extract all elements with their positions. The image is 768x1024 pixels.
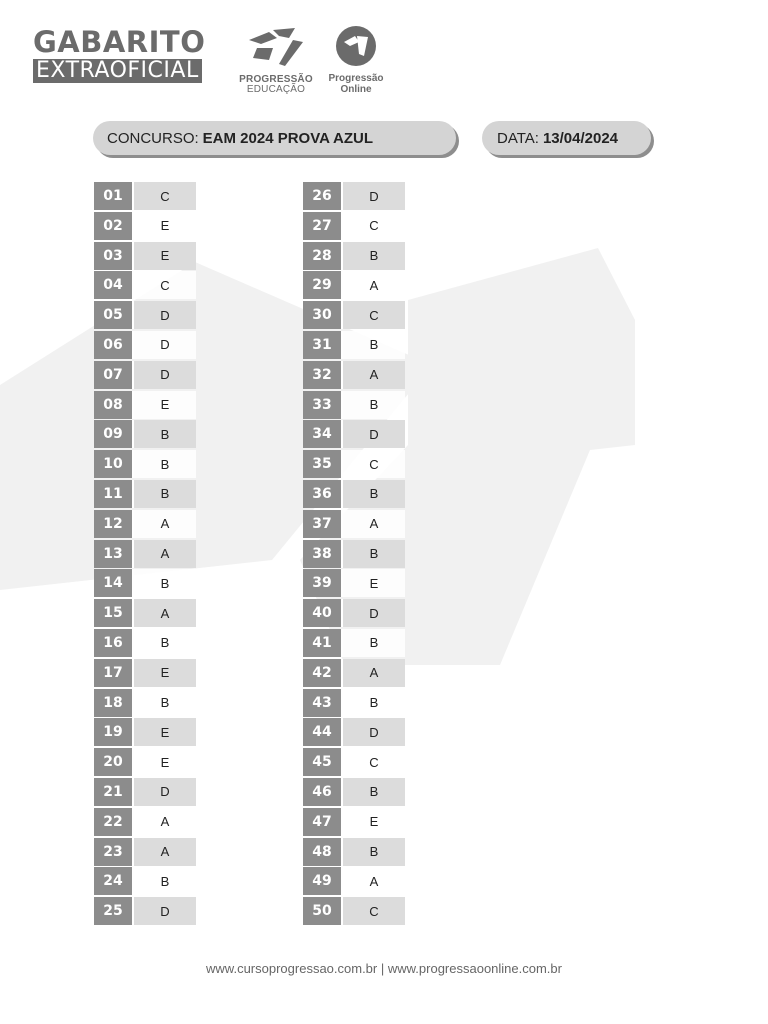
question-number: 39: [303, 569, 343, 597]
question-number: 06: [94, 331, 134, 359]
answer-row: [303, 689, 405, 719]
answer-letter: C: [343, 450, 405, 478]
data-value: 13/04/2024: [542, 129, 619, 147]
answer-letter: B: [134, 450, 196, 478]
question-number: 12: [94, 510, 134, 538]
question-number: 03: [94, 242, 134, 270]
answer-row: [303, 897, 405, 927]
answer-row: [303, 331, 405, 361]
answer-row: [303, 212, 405, 242]
question-number: 17: [94, 659, 134, 687]
answer-row: [303, 391, 405, 421]
question-number: 42: [303, 659, 343, 687]
answer-row: [303, 569, 405, 599]
answer-letter: D: [134, 778, 196, 806]
question-number: 32: [303, 361, 343, 389]
answer-row: [94, 480, 196, 510]
brand1-subtitle: EDUCAÇÃO: [246, 84, 306, 95]
answer-row: [94, 718, 196, 748]
question-number: 29: [303, 271, 343, 299]
answer-letter: D: [134, 301, 196, 329]
question-number: 14: [94, 569, 134, 597]
answer-row: [94, 361, 196, 391]
question-number: 16: [94, 629, 134, 657]
question-number: 31: [303, 331, 343, 359]
answer-row: [94, 569, 196, 599]
answer-letter: E: [134, 242, 196, 270]
answer-row: [303, 480, 405, 510]
answer-letter: B: [343, 331, 405, 359]
answer-row: [303, 867, 405, 897]
answer-row: [94, 689, 196, 719]
answer-letter: C: [134, 271, 196, 299]
answer-letter: E: [343, 569, 405, 597]
answer-row: [94, 301, 196, 331]
answer-row: [303, 629, 405, 659]
concurso-value: EAM 2024 PROVA AZUL: [202, 129, 373, 147]
answer-letter: C: [134, 182, 196, 210]
answer-row: [94, 212, 196, 242]
answer-letter: E: [134, 659, 196, 687]
answer-row: [94, 748, 196, 778]
answer-letter: C: [343, 301, 405, 329]
answer-row: [94, 391, 196, 421]
answer-letter: B: [134, 420, 196, 448]
answer-row: [94, 659, 196, 689]
answer-letter: A: [343, 361, 405, 389]
question-number: 49: [303, 867, 343, 895]
answer-letter: B: [343, 689, 405, 717]
answer-row: [94, 420, 196, 450]
question-number: 22: [94, 808, 134, 836]
answer-letter: B: [343, 242, 405, 270]
question-number: 47: [303, 808, 343, 836]
answer-letter: E: [134, 212, 196, 240]
answer-row: [303, 301, 405, 331]
question-number: 20: [94, 748, 134, 776]
answer-row: [303, 778, 405, 808]
question-number: 37: [303, 510, 343, 538]
gabarito-logo: [33, 27, 205, 83]
question-number: 02: [94, 212, 134, 240]
answer-letter: E: [134, 391, 196, 419]
answer-letter: A: [134, 599, 196, 627]
answer-letter: B: [343, 480, 405, 508]
question-number: 05: [94, 301, 134, 329]
answer-row: [303, 599, 405, 629]
answer-letter: C: [343, 748, 405, 776]
question-number: 43: [303, 689, 343, 717]
question-number: 19: [94, 718, 134, 746]
answer-row: [94, 271, 196, 301]
question-number: 08: [94, 391, 134, 419]
answer-letter: D: [134, 331, 196, 359]
question-number: 48: [303, 838, 343, 866]
brand1-name: PROGRESSÃO: [239, 74, 313, 85]
answer-letter: B: [134, 867, 196, 895]
answer-letter: B: [343, 778, 405, 806]
question-number: 36: [303, 480, 343, 508]
answer-row: [303, 718, 405, 748]
answer-table-left: [94, 182, 196, 927]
brand2-line1: Progressão: [328, 73, 384, 84]
footer-links: www.cursoprogressao.com.br | www.progressaoonline.com.br: [206, 961, 562, 976]
concurso-label: CONCURSO:: [107, 129, 199, 147]
brand2-line2: Online: [340, 84, 372, 95]
answer-row: [303, 242, 405, 272]
answer-row: [303, 748, 405, 778]
answer-row: [303, 838, 405, 868]
answer-letter: D: [343, 599, 405, 627]
answer-letter: B: [343, 540, 405, 568]
answer-row: [94, 510, 196, 540]
answer-row: [303, 510, 405, 540]
answer-letter: B: [343, 629, 405, 657]
answer-row: [94, 808, 196, 838]
answer-letter: E: [134, 718, 196, 746]
question-number: 46: [303, 778, 343, 806]
question-number: 26: [303, 182, 343, 210]
question-number: 40: [303, 599, 343, 627]
data-label: DATA:: [497, 129, 539, 147]
question-number: 09: [94, 420, 134, 448]
answer-letter: A: [134, 540, 196, 568]
answer-letter: B: [134, 629, 196, 657]
answer-letter: D: [343, 420, 405, 448]
data-pill: [482, 121, 651, 155]
answer-letter: A: [343, 271, 405, 299]
answer-letter: D: [134, 361, 196, 389]
question-number: 27: [303, 212, 343, 240]
answer-letter: A: [343, 867, 405, 895]
answer-letter: D: [343, 182, 405, 210]
answer-row: [94, 629, 196, 659]
progressao-online-logo: [324, 26, 388, 95]
concurso-pill: [93, 121, 456, 155]
answer-letter: E: [343, 808, 405, 836]
answer-row: [94, 867, 196, 897]
answer-row: [303, 420, 405, 450]
answer-letter: A: [134, 808, 196, 836]
question-number: 11: [94, 480, 134, 508]
logo-title: GABARITO: [33, 25, 206, 59]
answer-row: [94, 897, 196, 927]
question-number: 25: [94, 897, 134, 925]
answer-table-right: [303, 182, 405, 927]
question-number: 24: [94, 867, 134, 895]
question-number: 28: [303, 242, 343, 270]
question-number: 30: [303, 301, 343, 329]
question-number: 18: [94, 689, 134, 717]
answer-row: [303, 361, 405, 391]
answer-row: [303, 182, 405, 212]
answer-letter: B: [134, 569, 196, 597]
answer-letter: D: [343, 718, 405, 746]
question-number: 01: [94, 182, 134, 210]
question-number: 38: [303, 540, 343, 568]
progressao-online-logo-icon: [335, 26, 377, 66]
question-number: 13: [94, 540, 134, 568]
answer-letter: D: [134, 897, 196, 925]
answer-row: [303, 450, 405, 480]
progressao-arrow-logo-icon: [243, 26, 309, 68]
logo-subtitle: EXTRAOFICIAL: [33, 59, 202, 83]
answer-row: [94, 778, 196, 808]
question-number: 45: [303, 748, 343, 776]
question-number: 44: [303, 718, 343, 746]
answer-row: [94, 540, 196, 570]
answer-letter: B: [343, 391, 405, 419]
answer-row: [94, 242, 196, 272]
answer-row: [94, 450, 196, 480]
question-number: 10: [94, 450, 134, 478]
question-number: 35: [303, 450, 343, 478]
answer-letter: A: [343, 510, 405, 538]
answer-row: [94, 599, 196, 629]
answer-letter: A: [343, 659, 405, 687]
question-number: 50: [303, 897, 343, 925]
question-number: 04: [94, 271, 134, 299]
answer-row: [94, 182, 196, 212]
question-number: 21: [94, 778, 134, 806]
question-number: 33: [303, 391, 343, 419]
question-number: 34: [303, 420, 343, 448]
answer-letter: A: [134, 510, 196, 538]
answer-letter: B: [134, 689, 196, 717]
answer-letter: C: [343, 897, 405, 925]
progressao-educacao-logo: [238, 26, 314, 95]
answer-row: [94, 838, 196, 868]
answer-letter: B: [134, 480, 196, 508]
answer-row: [303, 540, 405, 570]
answer-letter: C: [343, 212, 405, 240]
question-number: 41: [303, 629, 343, 657]
question-number: 23: [94, 838, 134, 866]
answer-row: [94, 331, 196, 361]
answer-row: [303, 659, 405, 689]
answer-row: [303, 271, 405, 301]
answer-letter: E: [134, 748, 196, 776]
answer-letter: A: [134, 838, 196, 866]
answer-row: [303, 808, 405, 838]
question-number: 07: [94, 361, 134, 389]
question-number: 15: [94, 599, 134, 627]
answer-letter: B: [343, 838, 405, 866]
